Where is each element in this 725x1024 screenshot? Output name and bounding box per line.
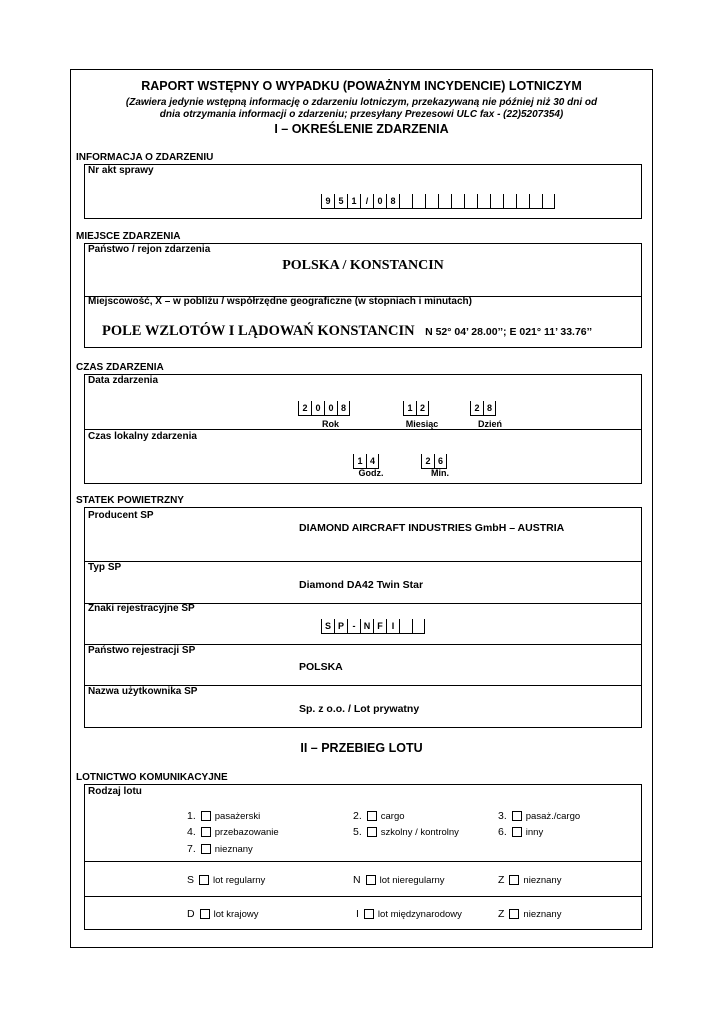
- registration-cell[interactable]: S: [321, 619, 334, 633]
- flight-kind-option-label: pasaż./cargo: [525, 810, 581, 822]
- flight-kind-option-number: 5.: [353, 826, 362, 838]
- case-number-cell[interactable]: 1: [347, 194, 360, 208]
- divider: [84, 429, 642, 430]
- registration-cell[interactable]: F: [373, 619, 386, 633]
- month-cell[interactable]: 2: [416, 401, 429, 415]
- regularity-option-label: lot nieregularny: [379, 874, 445, 886]
- regularity-option-number: Z: [498, 874, 505, 886]
- flight-kind-option[interactable]: [498, 810, 580, 822]
- day-cell[interactable]: 2: [470, 401, 483, 415]
- operator-label: Nazwa użytkownika SP: [88, 686, 198, 697]
- regularity-option[interactable]: [187, 874, 265, 886]
- month-cells[interactable]: [403, 401, 429, 416]
- day-cells[interactable]: [470, 401, 496, 416]
- checkbox-icon[interactable]: [201, 844, 211, 854]
- regularity-option[interactable]: [498, 874, 561, 886]
- checkbox-icon[interactable]: [199, 875, 209, 885]
- case-number-cell[interactable]: [477, 194, 490, 208]
- location-label: Miejscowość, X – w pobliżu / współrzędne geograficzne (w stopniach i minutach): [88, 296, 472, 307]
- case-number-cell[interactable]: 0: [373, 194, 386, 208]
- minute-cell[interactable]: 2: [421, 454, 434, 468]
- case-number-cell[interactable]: 8: [386, 194, 399, 208]
- scope-option-number: Z: [498, 908, 505, 920]
- day-caption: Dzień: [477, 419, 502, 429]
- flight-kind-option-label: cargo: [380, 810, 405, 822]
- case-number-cell[interactable]: 9: [321, 194, 334, 208]
- checkbox-icon[interactable]: [364, 909, 374, 919]
- flight-kind-option-label: pasażerski: [214, 810, 261, 822]
- form-subtitle-2: dnia otrzymania informacji o zdarzeniu; przesyłany Prezesowi ULC fax - (22)5207354): [159, 109, 564, 120]
- checkbox-icon[interactable]: [367, 827, 377, 837]
- registration-cell[interactable]: N: [360, 619, 373, 633]
- registration-cell[interactable]: -: [347, 619, 360, 633]
- registration-cells[interactable]: [321, 619, 425, 634]
- part2-heading: II – PRZEBIEG LOTU: [300, 741, 423, 755]
- section-aircraft: STATEK POWIETRZNY: [76, 495, 184, 506]
- section-place: MIEJSCE ZDARZENIA: [76, 231, 181, 242]
- flight-kind-option-label: szkolny / kontrolny: [380, 826, 459, 838]
- operator-value: Sp. z o.o. / Lot prywatny: [299, 703, 420, 715]
- flight-kind-option-number: 7.: [187, 843, 196, 855]
- flight-kind-option[interactable]: [187, 810, 260, 822]
- month-cell[interactable]: 1: [403, 401, 416, 415]
- case-box: [84, 164, 642, 219]
- case-number-cell[interactable]: [516, 194, 529, 208]
- minute-cells[interactable]: [421, 454, 447, 469]
- scope-option-label: lot krajowy: [213, 908, 259, 920]
- country-label: Państwo / rejon zdarzenia: [88, 244, 211, 255]
- section-time: CZAS ZDARZENIA: [76, 362, 164, 373]
- flight-kind-option-number: 1.: [187, 810, 196, 822]
- scope-option[interactable]: [498, 908, 561, 920]
- scope-option[interactable]: [187, 908, 258, 920]
- type-label: Typ SP: [88, 562, 122, 573]
- checkbox-icon[interactable]: [366, 875, 376, 885]
- flight-kind-option[interactable]: [353, 826, 459, 838]
- checkbox-icon[interactable]: [201, 811, 211, 821]
- type-value: Diamond DA42 Twin Star: [299, 579, 424, 591]
- checkbox-icon[interactable]: [367, 811, 377, 821]
- scope-option-number: D: [187, 908, 195, 920]
- registration-cell[interactable]: [412, 619, 425, 633]
- checkbox-icon[interactable]: [509, 875, 519, 885]
- flight-kind-option[interactable]: [353, 810, 405, 822]
- scope-option-label: nieznany: [523, 908, 562, 920]
- flight-kind-option-number: 4.: [187, 826, 196, 838]
- year-cell[interactable]: 0: [311, 401, 324, 415]
- manufacturer-label: Producent SP: [88, 510, 154, 521]
- minute-caption: Min.: [431, 468, 449, 478]
- form-subtitle-1: (Zawiera jedynie wstępną informację o zdarzeniu lotniczym, przekazywaną nie później niż 30 dni od: [125, 97, 598, 108]
- hour-cell[interactable]: 4: [366, 454, 379, 468]
- flight-kind-option-label: nieznany: [214, 843, 253, 855]
- flight-kind-label: Rodzaj lotu: [88, 786, 142, 797]
- date-label: Data zdarzenia: [88, 375, 159, 386]
- day-cell[interactable]: 8: [483, 401, 496, 415]
- coordinates: N 52° 04’ 28.00’’; E 021° 11’ 33.76’’: [425, 326, 593, 338]
- location-value: POLE WZLOTÓW I LĄDOWAŃ KONSTANCIN: [102, 323, 415, 339]
- manufacturer-value: DIAMOND AIRCRAFT INDUSTRIES GmbH – AUSTRIA: [299, 522, 565, 534]
- checkbox-icon[interactable]: [512, 811, 522, 821]
- case-number-cell[interactable]: 5: [334, 194, 347, 208]
- month-caption: Miesiąc: [405, 419, 439, 429]
- year-cell[interactable]: 2: [298, 401, 311, 415]
- case-number-cell[interactable]: [438, 194, 451, 208]
- checkbox-icon[interactable]: [201, 827, 211, 837]
- registration-cell[interactable]: P: [334, 619, 347, 633]
- case-number-cell[interactable]: [503, 194, 516, 208]
- case-number-cell[interactable]: [399, 194, 412, 208]
- registration-cell[interactable]: [399, 619, 412, 633]
- case-number-cell[interactable]: [451, 194, 464, 208]
- scope-option-number: I: [356, 908, 359, 920]
- divider: [84, 896, 642, 897]
- scope-option-label: lot międzynarodowy: [377, 908, 462, 920]
- hour-cell[interactable]: 1: [353, 454, 366, 468]
- local-time-label: Czas lokalny zdarzenia: [88, 431, 197, 442]
- case-number-cell[interactable]: [464, 194, 477, 208]
- section-aviation: LOTNICTWO KOMUNIKACYJNE: [76, 772, 228, 783]
- checkbox-icon[interactable]: [509, 909, 519, 919]
- case-number-cell[interactable]: [542, 194, 555, 208]
- hour-caption: Godz.: [358, 468, 384, 478]
- reg-state-value: POLSKA: [299, 661, 343, 673]
- case-number-cell[interactable]: [490, 194, 503, 208]
- year-cell[interactable]: 0: [324, 401, 337, 415]
- year-cell[interactable]: 8: [337, 401, 350, 415]
- case-number-cells[interactable]: [321, 194, 555, 209]
- checkbox-icon[interactable]: [512, 827, 522, 837]
- part1-heading: I – OKREŚLENIE ZDARZENIA: [274, 122, 449, 136]
- section-info: INFORMACJA O ZDARZENIU: [76, 152, 214, 163]
- country-value: POLSKA / KONSTANCIN: [282, 258, 444, 273]
- checkbox-icon[interactable]: [200, 909, 210, 919]
- year-caption: Rok: [321, 419, 339, 429]
- location-line: [102, 322, 592, 340]
- regularity-option-label: nieznany: [523, 874, 562, 886]
- flight-kind-option[interactable]: [498, 826, 543, 838]
- hour-cells[interactable]: [353, 454, 379, 469]
- case-number-cell[interactable]: [412, 194, 425, 208]
- case-number-cell[interactable]: [529, 194, 542, 208]
- flight-kind-option-label: przebazowanie: [214, 826, 279, 838]
- case-number-cell[interactable]: /: [360, 194, 373, 208]
- flight-kind-option-number: 2.: [353, 810, 362, 822]
- flight-kind-option[interactable]: [187, 826, 279, 838]
- year-cells[interactable]: [298, 401, 350, 416]
- reg-state-label: Państwo rejestracji SP: [88, 645, 196, 656]
- case-label: Nr akt sprawy: [88, 165, 154, 176]
- registration-label: Znaki rejestracyjne SP: [88, 603, 195, 614]
- regularity-option-number: S: [187, 874, 195, 886]
- flight-kind-option-number: 3.: [498, 810, 507, 822]
- flight-kind-option-label: inny: [525, 826, 544, 838]
- flight-kind-option-number: 6.: [498, 826, 507, 838]
- regularity-option-number: N: [353, 874, 361, 886]
- scope-option[interactable]: [356, 908, 462, 920]
- flight-kind-option[interactable]: [187, 843, 253, 855]
- regularity-option-label: lot regularny: [213, 874, 266, 886]
- form-title: RAPORT WSTĘPNY O WYPADKU (POWAŻNYM INCYDENCIE) LOTNICZYM: [141, 79, 582, 93]
- registration-cell[interactable]: I: [386, 619, 399, 633]
- divider: [84, 561, 642, 562]
- divider: [84, 861, 642, 862]
- regularity-option[interactable]: [353, 874, 445, 886]
- case-number-cell[interactable]: [425, 194, 438, 208]
- minute-cell[interactable]: 6: [434, 454, 447, 468]
